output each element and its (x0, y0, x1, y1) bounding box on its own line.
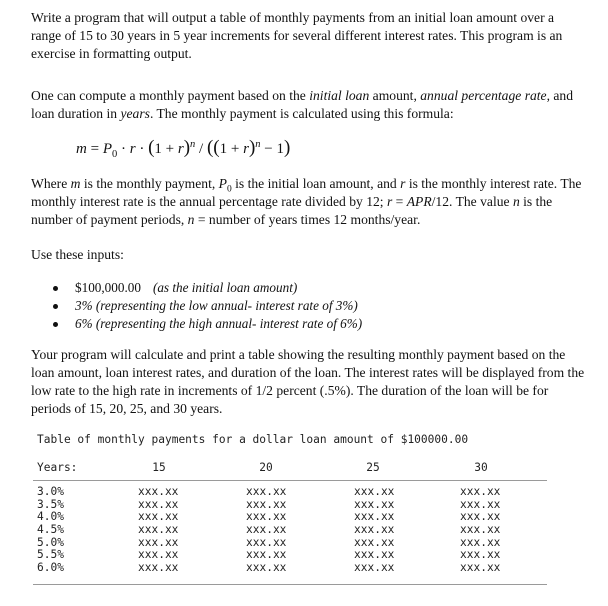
payment-cell: xxx.xx (138, 523, 179, 537)
rate-cell: 5.0% (37, 535, 64, 549)
use-inputs-label: Use these inputs: (31, 247, 124, 262)
rate-cell: 4.0% (37, 510, 64, 524)
payment-cell: xxx.xx (460, 485, 501, 498)
payment-cell: xxx.xx (246, 548, 287, 562)
year-header-20: 20 (259, 461, 273, 474)
payment-cell: xxx.xx (354, 510, 395, 524)
payment-cell: xxx.xx (460, 535, 501, 549)
rate-cell: 4.5% (37, 523, 64, 537)
years-label: Years: (37, 461, 78, 474)
payment-cell: xxx.xx (138, 485, 179, 498)
payment-cell: xxx.xx (460, 497, 501, 511)
payment-cell: xxx.xx (138, 561, 179, 575)
input-item-low-rate: 3% (representing the low annual- interest rate of 3%) (47, 297, 362, 315)
payment-cell: xxx.xx (246, 523, 287, 537)
compute-paragraph: One can compute a monthly payment based on the initial loan amount, annual percentage rate, and loan duration in years. The monthly payment is calculated using this formula: (31, 88, 574, 121)
payment-cell: xxx.xx (246, 510, 287, 524)
inputs-list (47, 279, 362, 333)
payment-cell: xxx.xx (138, 497, 179, 511)
table-divider-top (33, 480, 547, 481)
payment-cell: xxx.xx (354, 523, 395, 537)
payment-cell: xxx.xx (138, 510, 179, 524)
payment-cell: xxx.xx (246, 485, 287, 498)
rate-cell: 3.0% (37, 485, 64, 498)
payment-cell: xxx.xx (354, 497, 395, 511)
payment-cell: xxx.xx (354, 561, 395, 575)
payment-cell: xxx.xx (354, 485, 395, 498)
payment-cell: xxx.xx (460, 510, 501, 524)
year-header-30: 30 (474, 461, 488, 474)
intro-paragraph: Write a program that will output a table of monthly payments from an initial loan amount over a range of 15 to 30 years in 5 year increments for several different interest rates. This program is an exercise in formatting output. (31, 10, 563, 61)
payment-column-20 (246, 486, 286, 575)
payment-cell: xxx.xx (354, 535, 395, 549)
payment-cell: xxx.xx (138, 535, 179, 549)
payment-cell: xxx.xx (460, 523, 501, 537)
payment-column-25 (354, 486, 394, 575)
year-header-25: 25 (366, 461, 380, 474)
payment-cell: xxx.xx (354, 548, 395, 562)
payment-cell: xxx.xx (460, 561, 501, 575)
table-title: Table of monthly payments for a dollar loan amount of $100000.00 (37, 433, 469, 446)
rate-column (37, 486, 64, 575)
payment-cell: xxx.xx (138, 548, 179, 562)
variables-paragraph: Where m is the monthly payment, $P_0$ is the initial loan amount, and r is the monthly interest rate. The monthly interest rate is the annual percentage rate divided by 12; r = APR/12. The value n is the number of payment periods, n = number of years times 12 months/year. (31, 176, 582, 227)
payment-cell: xxx.xx (460, 548, 501, 562)
table-divider-bottom (33, 584, 547, 585)
year-header-15: 15 (152, 461, 166, 474)
input-item-loan: $100,000.00 (as the initial loan amount) (47, 279, 362, 297)
rate-cell: 5.5% (37, 548, 64, 562)
payment-cell: xxx.xx (246, 535, 287, 549)
rate-cell: 6.0% (37, 561, 64, 575)
payment-formula: $m = P_0 \cdot r \cdot (1 + r)^n / ((1 + r)^n - 1)$ (76, 137, 291, 160)
payment-column-15 (138, 486, 178, 575)
payment-column-30 (460, 486, 500, 575)
payment-cell: xxx.xx (246, 561, 287, 575)
payment-cell: xxx.xx (246, 497, 287, 511)
input-item-high-rate: 6% (representing the high annual- interest rate of 6%) (47, 315, 362, 333)
rate-cell: 3.5% (37, 497, 64, 511)
program-paragraph: Your program will calculate and print a table showing the resulting monthly payment based on the loan amount, loan interest rates, and duration of the loan. The interest rates will be displayed from the low rate to the high rate in increments of 1/2 percent (.5%). The duration of the loan will be for periods of 15, 20, 25, and 30 years. (31, 347, 585, 416)
